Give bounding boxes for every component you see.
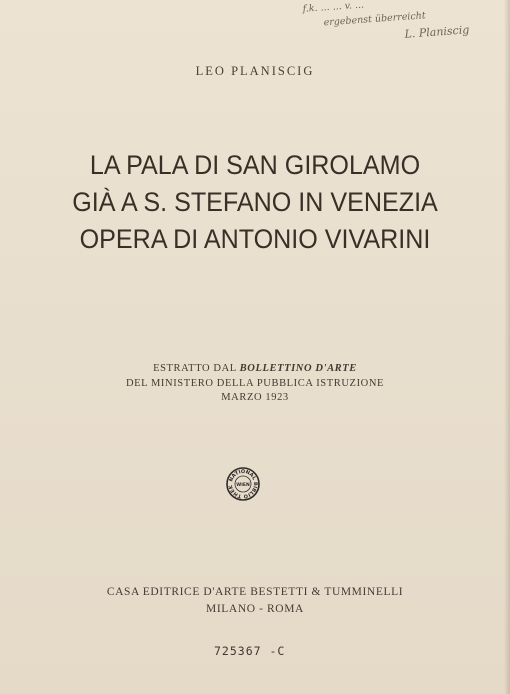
dedication-line: ergebenst überreicht — [323, 10, 427, 29]
extract-note — [0, 362, 510, 406]
shelf-mark: 725367 -C — [214, 644, 286, 658]
title-line: GIÀ A S. STEFANO IN VENEZIA — [72, 187, 438, 217]
stamp-center-text: WIEN — [236, 482, 250, 488]
publisher-city: MILANO - ROMA — [206, 603, 304, 615]
extract-prefix: ESTRATTO DAL — [153, 363, 240, 374]
dedication-line: f.k. ... ... v. ... — [302, 0, 365, 15]
dedication-signature: L. Planiscig — [404, 23, 470, 41]
publisher-block — [0, 584, 510, 618]
extract-line — [0, 362, 510, 377]
library-stamp-icon — [226, 467, 260, 501]
title-line: OPERA DI ANTONIO VIVARINI — [79, 224, 431, 254]
author-name: LEO PLANISCIG — [195, 64, 315, 78]
document-title — [18, 147, 492, 258]
handwritten-dedication — [300, 0, 504, 58]
extract-date: MARZO 1923 — [221, 392, 289, 403]
extract-line: DEL MINISTERO DELLA PUBBLICA ISTRUZIONE — [125, 377, 385, 389]
journal-name: BOLLETTINO D'ARTE — [239, 363, 357, 374]
publisher-name: CASA EDITRICE D'ARTE BESTETTI & TUMMINELLI — [106, 586, 404, 598]
stamp-ring-text: NATIONAL BIBLIO THEK — [227, 468, 259, 500]
title-line: LA PALA DI SAN GIROLAMO — [89, 150, 421, 180]
